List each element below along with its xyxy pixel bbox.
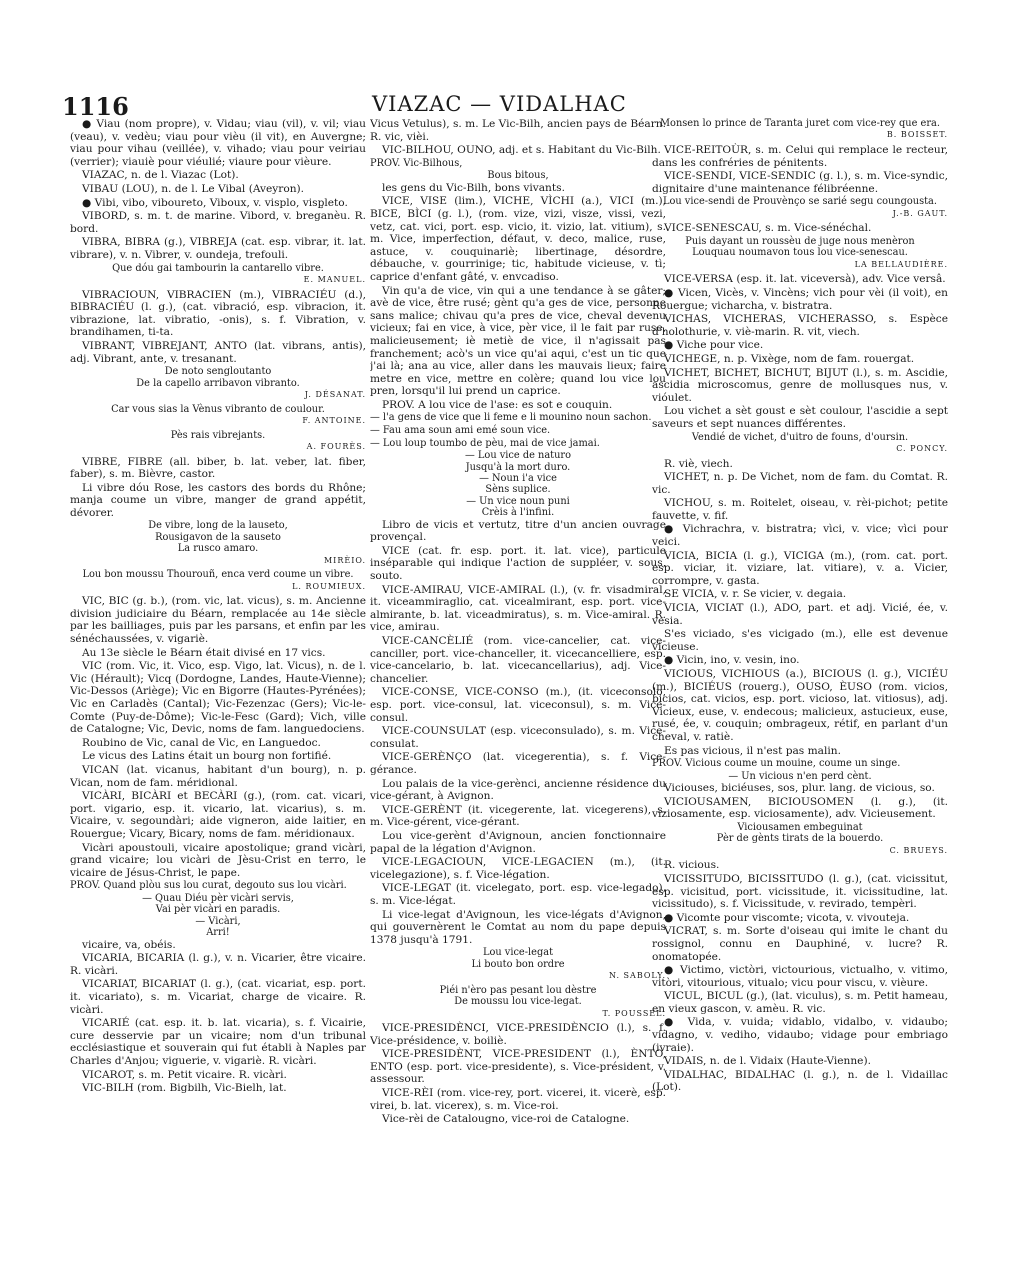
dictionary-entry: Libro de vicis et vertutz, titre d'un ancien ouvrage provençal. — [370, 518, 666, 544]
dictionary-entry: VICIA, BICIA (l. g.), VICIGA (m.), (rom. cat. port. esp. viciar, it. viziare, lat. vitiare), v. a. Vicier, corrompre, v. gasta. — [652, 549, 948, 587]
quotation-line: Li bouto bon ordre — [471, 958, 565, 970]
quotation-line: — Un vice noun puni — [466, 495, 570, 507]
dictionary-entry: VICRAT, s. m. Sorte d'oiseau qui imite le chant du rossignol, connu en Dauphiné, v. lucre? R. onomatopée. — [652, 925, 948, 963]
dictionary-entry: VIBRA, BIBRA (g.), VIBREJA (cat. esp. vibrar, it. lat. vibrare), v. n. Vibrer, v. oundeja, trefouli. — [70, 236, 366, 261]
proverb-line: PROV. Vicious coume un mouine, coume un singe. — [652, 758, 901, 770]
dictionary-entry: VIC-BILH (rom. Bigbilh, Vic-Bielh, lat. — [82, 1082, 287, 1095]
dictionary-entry: ● Vicin, ino, v. vesin, ino. — [664, 654, 800, 667]
dictionary-entry: VICE-LEGACIOUN, VICE-LEGACIEN (m.), (it. vicelegazione), s. f. Vice-légation. — [370, 856, 666, 881]
quotation-line: — Noun i'a vice — [479, 473, 557, 485]
quotation-line: De moussu lou vice-legat. — [454, 996, 582, 1008]
dictionary-entry: VICE (cat. fr. esp. port. it. lat. vice), particule inséparable qui indique l'action de suppléer, v. sous, souto. — [370, 544, 666, 583]
quotation-line: Pèr de gènts tirats de la bouerdo. — [716, 833, 884, 845]
dictionary-entry: Es pas vicious, il n'est pas malin. — [664, 744, 841, 757]
quotation-line: Bous bitous, — [487, 170, 549, 182]
dictionary-entry: VICE-SENESCAU, s. m. Vice-sénéchal. — [664, 222, 872, 235]
dictionary-entry: VICHET, BICHET, BICHUT, BIJUT (l.), s. m. Ascidie, ascidia microscomus, genre de mollusques nus, v. vióulet. — [652, 366, 948, 404]
quotation-line: Louquau noumavon tous lou vice-senescau. — [692, 247, 908, 259]
dictionary-entry: R. vicious. — [664, 859, 720, 872]
dictionary-entry: PROV. A lou vice de l'ase: es sot e couquin. — [382, 398, 613, 411]
dictionary-entry: VICARIÉ (cat. esp. it. b. lat. vicaria), s. f. Vicairie, cure desservie par un vicaire; nom d'un tribunal ecclésiastique et souverain qui fut établi à Naples par Charles d'Anjou; viguerie, v. vigariè. R. vicàri. — [70, 1017, 366, 1067]
quotation-source: LA BELLAUDIÈRE. — [854, 259, 948, 269]
dictionary-entry: VICUL, BICUL (g.), (lat. viculus), s. m. Petit hameau, en vieux gascon, v. amèu. R. vic. — [652, 990, 948, 1015]
dictionary-entry: VICÀRI, BICÀRI et BECÀRI (g.), (rom. cat. vicari, port. vigario, esp. it. vicario, lat. vicarius), s. m. Vicaire, v. segoundàri; aide vigneron, aide laitier, en Rouergue; Vicary, Bicary, noms de fam. méridionaux. — [70, 790, 366, 840]
quotation-line: Puis dayant un roussèu de juge nous menèron — [685, 235, 915, 247]
dictionary-entry: VIBAU (LOU), n. de l. Le Vibal (Aveyron). — [82, 182, 305, 195]
dictionary-entry: VICIA, VICIAT (l.), ADO, part. et adj. Vicié, ée, v. vesia. — [652, 602, 948, 627]
quotation-source: C. PONCY. — [896, 443, 948, 453]
quotation-line: Viciousamen embeguinat — [737, 821, 863, 833]
dictionary-entry: ● Vichrachra, v. bistratra; vìci, v. vice; vìci pour veici. — [652, 523, 948, 549]
dictionary-entry: VICAROT, s. m. Petit vicaire. R. vicàri. — [82, 1068, 287, 1081]
dictionary-entry: ● Vida, v. vuida; vidablo, vidalbo, v. vidaubo; vidagno, v. vediho, vidaubo; vidage pour embriago (ivraie). — [652, 1016, 948, 1054]
dictionary-entry: VICE-CANCÈLIÉ (rom. vice-cancelier, cat. vice-canciller, port. vice-chanceller, it. vicecancelliere, esp. vice-cancelario, b. lat. vicecancellarius), adj. Vice-chancelier. — [370, 635, 666, 685]
quotation-line: Vai pèr vicàri en paradis. — [155, 904, 281, 916]
dictionary-entry: Vicàri apoustouli, vicaire apostolique; grand vicàri, grand vicaire; lou vicàri de Jèsu-Crist en terro, le vicaire de Jésus-Christ, le pape. — [70, 841, 366, 879]
dictionary-entry: ● Viche pour vice. — [664, 339, 764, 352]
dictionary-entry: VICISSITUDO, BICISSITUDO (l. g.), (cat. vicissitut, esp. vicisitud, port. vicissitude, it. vicissitudine, lat. vicissitudo), s. f. Vicissitude, v. revirado, tempèri. — [652, 872, 948, 911]
dictionary-entry: VICE-RÈI (rom. vice-rey, port. vicerei, it. vicerè, esp. virei, b. lat. vicerex), s. m. Vice-roi. — [370, 1087, 666, 1112]
dictionary-entry: Vin qu'a de vice, vin qui a une tendance à se gâter; avè de vice, être rusé; gènt qu'a ges de vice, personne sans malice; chivau qu'a pres de vice, cheval devenu vicieux; fai en vice, à vice, pèr vice, il le fait par ruse, malicieusement; iè metiè de vice, il n'agissait pas franchement; acò's un vice qu'ai aqui, c'est un tic que j'ai là; ana au vice, aller dans les mauvais lieux; faire metre en vice, mettre en colère; quand lou vice lou pren, lorsqu'il lui prend un caprice. — [370, 284, 666, 398]
column-right — [652, 118, 948, 1238]
dictionary-entry: VICHET, n. p. De Vichet, nom de fam. du Comtat. R. vic. — [652, 471, 948, 496]
dictionary-entry: VICE, VISE (lim.), VICHE, VÌCHI (a.), VICI (m.), BICE, BÌCI (g. l.), (rom. vize, vizi, visze, vissi, vezi, vetz, cat. vici, port. esp. vicio, it. vizio, lat. vitium), s. m. Vice, imperfection, défaut, v. deco, malice, ruse, astuce, v. couquinariè; libertinage, désordre, débauche, v. gourrinige; tic, habitude vicieuse, v. tì; caprice d'enfant gâté, v. envcadiso. — [370, 195, 666, 283]
quotation-line: Jusqu'à la mort duro. — [465, 461, 571, 473]
proverb-line: — Lou loup toumbo de pèu, mai de vice jamai. — [370, 437, 600, 449]
dictionary-entry: VIAZAC, n. de l. Viazac (Lot). — [82, 169, 239, 182]
quotation-source: T. POUSSEL. — [602, 1008, 666, 1018]
dictionary-entry: SE VICIA, v. r. Se vicier, v. degaia. — [664, 588, 847, 601]
quotation-line: Monsen lo prince de Taranta juret com vice-rey que era. — [660, 118, 940, 129]
dictionary-entry: VICHOU, s. m. Roitelet, oiseau, v. rèi-pichot; petite fauvette, v. fif. — [652, 497, 948, 522]
quotation-line: De la capello arribavon vibranto. — [136, 377, 300, 389]
dictionary-entry: ● Victimo, victòri, victourious, victualho, v. vitimo, vitòri, vitourious, vitualo; vicu pour viscu, v. vièure. — [652, 964, 948, 989]
dictionary-entry: VIC-BILHOU, OUNO, adj. et s. Habitant du Vic-Bilh. — [382, 144, 661, 157]
dictionary-entry: VIBRE, FIBRE (all. biber, b. lat. veber, lat. fiber, faber), s. m. Bièvre, castor. — [70, 455, 366, 481]
proverb-line: PROV. Quand plòu sus lou curat, degouto sus lou vicàri. — [70, 880, 347, 892]
dictionary-entry: VICE-GERÈNT (it. vicegerente, lat. vicegerens), s. m. Vice-gérent, vice-gérant. — [370, 803, 666, 829]
dictionary-entry: R. viè, viech. — [664, 457, 733, 470]
quotation-line: — Vicàri, — [195, 915, 241, 927]
dictionary-entry: Roubino de Vic, canal de Vic, en Languedoc. — [82, 736, 321, 749]
quotation-source: N. SABOLY. — [608, 971, 666, 981]
dictionary-entry: Li vibre dóu Rose, les castors des bords du Rhône; manja coume un vibre, manger de grand appétit, dévorer. — [70, 481, 366, 519]
quotation-source: F. ANTOINE. — [302, 415, 366, 425]
quotation-line: Pès rais vibrejants. — [170, 429, 266, 441]
dictionary-entry: Au 13e siècle le Béarn était divisé en 17 vics. — [82, 646, 326, 659]
dictionary-entry: VICHAS, VICHERAS, VICHERASSO, s. Espèce d'holothurie, v. viè-marin. R. vit, viech. — [652, 313, 948, 338]
dictionary-entry: VIDALHAC, BIDALHAC (l. g.), n. de l. Vidaillac (Lot). — [652, 1068, 948, 1094]
dictionary-entry: VICE-COUNSULAT (esp. viceconsulado), s. m. Vice-consulat. — [370, 725, 666, 750]
dictionary-entry: Vice-rèi de Catalougno, vice-roi de Catalogne. — [382, 1113, 630, 1126]
quotation-source: B. BOISSET. — [886, 130, 948, 140]
quotation-line: Lou bon moussu Thourouñ, enca verd coume un vibre. — [82, 569, 354, 581]
quotation-line: De vibre, long de la lauseto, — [148, 520, 288, 532]
dictionary-entry: VICIOUSAMEN, BICIOUSOMEN (l. g.), (it. viziosamente, esp. viciosamente), adv. Vicieusement. — [652, 795, 948, 821]
dictionary-entry: ● Vibi, vibo, viboureto, Viboux, v. visplo, visp̧leto. — [82, 196, 348, 209]
dictionary-entry: VICAN (lat. vicanus, habitant d'un bourg), n. p. Vican, nom de fam. méridional. — [70, 764, 366, 789]
dictionary-entry: vicaire, va, obéis. — [82, 938, 176, 951]
dictionary-entry: VICIOUS, VICHIOUS (a.), BICIOUS (l. g.), VICIÉU (m.), BICIÉUS (rouerg.), OUSO, ÈUSO (rom. vicios, bicios, cat. vicios, esp. port. vicioso, lat. vitiosus), adj. Vicieux, euse, v. endecous; malicieux, astucieux, euse, rusé, ée, v. couquin; ombrageux, rétif, en parlant d'un cheval, v. ratiè. — [652, 668, 948, 743]
dictionary-entry: Le vicus des Latins était un bourg non fortifié. — [82, 750, 332, 763]
quotation-line: Lou vice-sendi de Prouvènço se sarié segu coungousta. — [662, 196, 937, 208]
running-head: VIAZAC — VIDALHAC — [372, 92, 627, 116]
dictionary-entry: VICE-VERSA (esp. it. lat. viceversà), adv. Vice versâ. — [664, 273, 946, 286]
quotation-line: Que dóu gai tambourin la cantarello vibre. — [112, 262, 324, 274]
dictionary-entry: VICE-AMIRAU, VICE-AMIRAL (l.), (v. fr. visadmiral, it. viceammiraglio, cat. vicealmirant, esp. port. vice-almirante, b. lat. viceadmiratus), s. m. Vice-amiral. R. vice, amirau. — [370, 583, 666, 634]
quotation-line: — Quau Diéu pèr vicàri servis, — [142, 892, 294, 904]
quotation-line: Car vous sias la Vènus vibranto de coulour. — [111, 403, 325, 415]
quotation-source: E. MANUEL. — [303, 274, 366, 284]
quotation-source: L. ROUMIEUX. — [292, 581, 366, 591]
dictionary-entry: VICHEGE, n. p. Vixège, nom de fam. rouergat. — [664, 352, 915, 365]
dictionary-entry: VIBRACIOUN, VIBRACIEN (m.), VIBRACIÉU (d.), BIBRACIÉU (l. g.), (cat. vibració, esp. vibracion, it. vibrazione, lat. vibratio, -onis), s. f. Vibration, v. brandihamen, ti-ta. — [70, 288, 366, 339]
quotation-line: Arri! — [206, 927, 230, 939]
dictionary-entry: Li vice-legat d'Avignoun, les vice-légats d'Avignon, qui gouvernèrent le Comtat au nom du pape depuis 1378 jusqu'à 1791. — [370, 908, 666, 946]
dictionary-entry: Lou palais de la vice-gerènci, ancienne résidence du vice-gérant, à Avignon. — [370, 777, 666, 803]
dictionary-entry: VICE-SENDI, VICE-SENDIC (g. l.), s. m. Vice-syndic, dignitaire d'une maintenance félibréenne. — [652, 170, 948, 195]
column-left — [70, 118, 366, 1238]
quotation-source: A. FOURÈS. — [306, 441, 366, 451]
quotation-line: La rusco amaro. — [177, 543, 259, 555]
dictionary-entry: VIC (rom. Vic, it. Vico, esp. Vigo, lat. Vicus), n. de l. Vic (Hérault); Vicq (Dordogne, Landes, Haute-Vienne); Vic-Dessos (Ariège); Vic en Bigorre (Hautes-Pyrénées); Vic en Carladès (Cantal); Vic-Fezenzac (Gers); Vic-le-Comte (Puy-de-Dôme); Vic-le-Fesc (Gard); Vich, ville de Catalogne; Vic, Devic, noms de fam. languedociens. — [70, 660, 366, 736]
dictionary-entry: VIBORD, s. m. t. de marine. Vibord, v. breganèu. R. bord. — [70, 210, 366, 235]
quotation-source: MIRÈIO. — [323, 555, 366, 565]
dictionary-entry: Viciouses, biciéuses, sos, plur. lang. de vicious, so. — [664, 782, 935, 795]
entry-continuation: Vicus Vetulus), s. m. Le Vic-Bilh, ancien pays de Béarn. R. vic, vièi. — [370, 118, 666, 143]
dictionary-entry: VICE-GERÈNÇO (lat. vicegerentia), s. f. Vice-gérance. — [370, 751, 666, 776]
dictionary-entry: ● Vicen, Vicès, v. Vincèns; vich pour vèi (il voit), en Rouergue; vicharcha, v. bistratra. — [652, 286, 948, 312]
dictionary-entry: VICE-PRESIDÈNCI, VICE-PRESIDÈNCIO (l.), s. f. Vice-présidence, v. boiliè. — [370, 1022, 666, 1047]
quotation-line: — Lou vice de naturo — [465, 450, 571, 462]
dictionary-entry: VICE-CONSE, VICE-CONSO (m.), (it. viceconsolo, esp. port. vice-consul, lat. viceconsul), s. m. Vice-consul. — [370, 686, 666, 724]
dictionary-entry: ● Vicomte pour viscomte; vicota, v. vivouteja. — [664, 911, 910, 924]
dictionary-entry: VIC, BIC (g. b.), (rom. vic, lat. vicus), s. m. Ancienne division judiciaire du Béarn, remplacée au 14e siècle par les bailliages, puis par les parsans, et enfin par les sénéchaussées, v. vigariè. — [70, 595, 366, 646]
quotation-line: Piéi n'èro pas pesant lou dèstre — [439, 984, 597, 996]
quotation-line: Vendié de vichet, d'uitro de founs, d'oursin. — [691, 431, 909, 443]
quotation-line: Rousigavon de la sauseto — [155, 531, 281, 543]
column-middle — [370, 118, 666, 1238]
page-number: 1116 — [62, 92, 129, 121]
quotation-line: Crèis à l'infini. — [481, 507, 555, 519]
dictionary-entry: les gens du Vic-Bilh, bons vivants. — [382, 181, 565, 194]
dictionary-entry: VIDAIS, n. de l. Vidaix (Haute-Vienne). — [664, 1055, 871, 1068]
proverb-line: — l'a gens de vice que li feme e li mounino noun sachon. — [370, 412, 652, 424]
dictionary-entry: Lou vichet a sèt goust e sèt coulour, l'ascidie a sept saveurs et sept nuances différentes. — [652, 405, 948, 430]
dictionary-entry: Lou vice-gerènt d'Avignoun, ancien fonctionnaire papal de la légation d'Avignon. — [370, 829, 666, 855]
proverb-line: PROV. Vic-Bilhous, — [370, 157, 463, 169]
quotation-source: J.-B. GAUT. — [892, 208, 948, 218]
quotation-line: Sèns suplice. — [485, 484, 551, 496]
dictionary-entry: ● Viau (nom propre), v. Vidau; viau (vil), v. vil; viau (veau), v. vedèu; viau pour vièu (il vit), en Auvergne; viau pour vihau (veillée), v. vihado; viau pour veiriau (verrier); viauiè pour viéulié; viaure pour vièure. — [70, 118, 366, 168]
dictionary-entry: VICE-LEGAT (it. vicelegato, port. esp. vice-legado), s. m. Vice-légat. — [370, 882, 666, 907]
dictionary-entry: VICARIA, BICARIA (l. g.), v. n. Vicarier, être vicaire. R. vicàri. — [70, 952, 366, 977]
proverb-line: — Fau ama soun ami emé soun vice. — [370, 425, 551, 437]
quotation-source: C. BRUEYS. — [889, 845, 948, 855]
dictionary-entry: VICE-PRESIDÈNT, VICE-PRESIDENT (l.), ÈNTO, ENTO (esp. port. vice-presidente), s. Vice-président, v. assessour. — [370, 1048, 666, 1086]
dictionary-entry: VIBRANT, VIBREJANT, ANTO (lat. vibrans, antis), adj. Vibrant, ante, v. tresanant. — [70, 339, 366, 365]
quotation-source: J. DÉSANAT. — [304, 389, 366, 399]
dictionary-entry: S'es viciado, s'es vicigado (m.), elle est devenue vicieuse. — [652, 628, 948, 653]
quotation-line: Lou vice-legat — [482, 947, 554, 959]
dictionary-entry: VICE-REITOÙR, s. m. Celui qui remplace le recteur, dans les confréries de pénitents. — [652, 144, 948, 169]
quotation-line: De noto sengloutanto — [164, 366, 272, 378]
dictionary-entry: VICARIAT, BICARIAT (l. g.), (cat. vicariat, esp. port. it. vicariato), s. m. Vicariat, charge de vicaire. R. vicàri. — [70, 978, 366, 1016]
quotation-line: — Un vicious n'en perd cènt. — [728, 770, 872, 782]
